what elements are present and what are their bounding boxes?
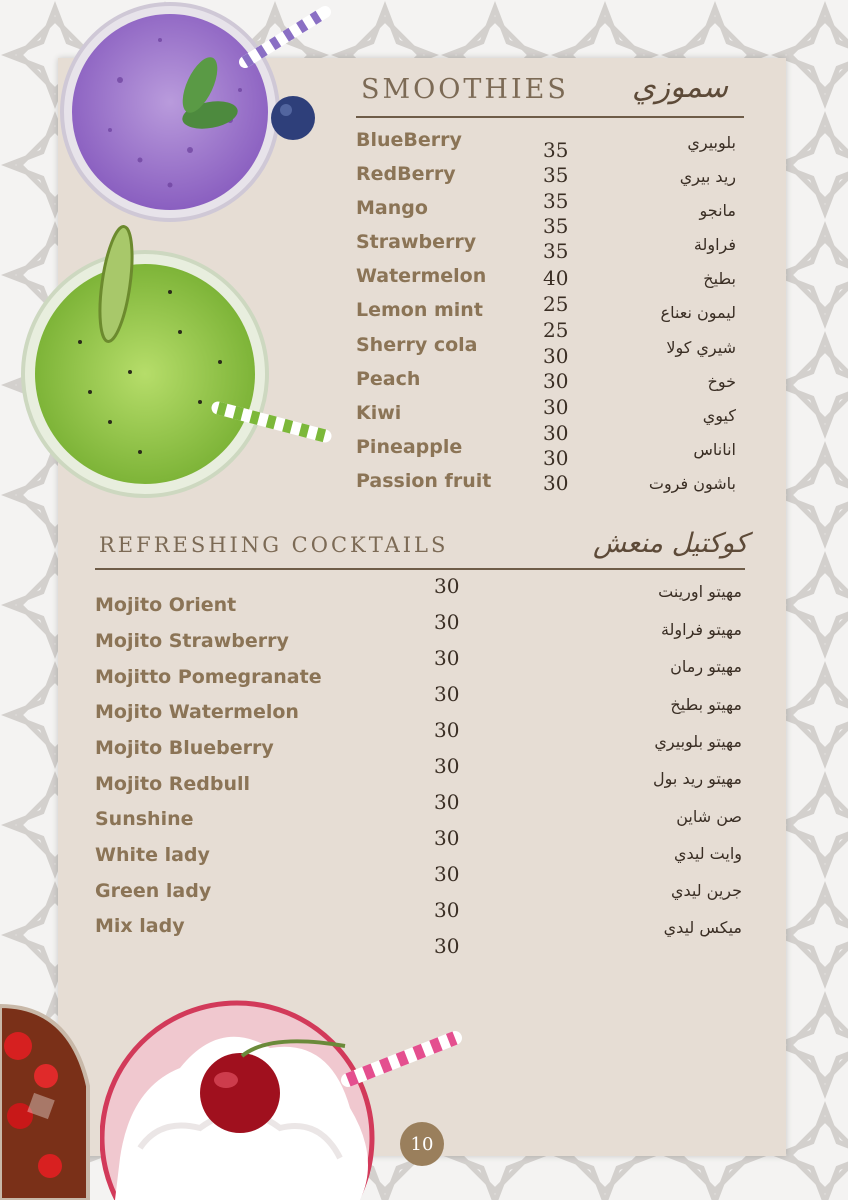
smoothie-item-name: Pineapple bbox=[356, 436, 463, 458]
smoothie-item-name: Kiwi bbox=[356, 402, 402, 424]
smoothie-price: 35 bbox=[543, 163, 569, 187]
cocktail-price: 30 bbox=[434, 754, 460, 778]
cocktail-item-name: Mix lady bbox=[95, 915, 185, 937]
smoothie-item-name-arabic: مانجو bbox=[699, 201, 736, 220]
cocktail-item-name: Mojito Orient bbox=[95, 594, 237, 616]
smoothie-item-name: Strawberry bbox=[356, 231, 477, 253]
smoothie-price: 30 bbox=[543, 344, 569, 368]
smoothies-title-arabic: سموزي bbox=[632, 70, 728, 105]
cocktail-item-name: White lady bbox=[95, 844, 210, 866]
cocktail-price: 30 bbox=[434, 682, 460, 706]
kiwi-smoothie-icon bbox=[20, 222, 340, 502]
cocktail-price: 30 bbox=[434, 898, 460, 922]
cocktail-item-name: Green lady bbox=[95, 880, 212, 902]
smoothie-item-name: Sherry cola bbox=[356, 334, 478, 356]
smoothie-item-name-arabic: بلوبيري bbox=[687, 133, 736, 152]
smoothie-item-name: Peach bbox=[356, 368, 421, 390]
smoothie-price: 30 bbox=[543, 369, 569, 393]
cocktail-item-name-arabic: مهيتو فراولة bbox=[660, 620, 742, 639]
smoothie-price: 30 bbox=[543, 471, 569, 495]
cocktail-price: 30 bbox=[434, 574, 460, 598]
smoothie-item-name-arabic: خوخ bbox=[707, 372, 736, 391]
cocktail-item-name-arabic: ميكس ليدي bbox=[663, 918, 742, 937]
smoothie-item-name-arabic: ريد بيري bbox=[679, 167, 736, 186]
smoothie-item-name: Mango bbox=[356, 197, 428, 219]
smoothie-item-name-arabic: شيري كولا bbox=[666, 338, 736, 357]
smoothie-price: 35 bbox=[543, 138, 569, 162]
smoothie-item-name: Watermelon bbox=[356, 265, 487, 287]
cocktail-item-name-arabic: مهيتو بلوبيري bbox=[654, 732, 742, 751]
smoothie-price: 35 bbox=[543, 214, 569, 238]
smoothie-item-name: BlueBerry bbox=[356, 129, 462, 151]
cocktail-item-name-arabic: مهيتو ريد بول bbox=[653, 769, 742, 788]
smoothie-item-name: RedBerry bbox=[356, 163, 456, 185]
smoothie-item-name-arabic: بطيخ bbox=[703, 269, 736, 288]
smoothie-price: 40 bbox=[543, 266, 569, 290]
smoothie-price: 25 bbox=[543, 318, 569, 342]
smoothie-price: 35 bbox=[543, 239, 569, 263]
cherry-cream-drink-icon bbox=[100, 998, 480, 1200]
cocktail-price: 30 bbox=[434, 610, 460, 634]
cocktail-price: 30 bbox=[434, 826, 460, 850]
smoothie-item-name-arabic: فراولة bbox=[693, 235, 736, 254]
cocktail-item-name: Mojito Strawberry bbox=[95, 630, 289, 652]
smoothie-item-name-arabic: اناناس bbox=[693, 440, 736, 459]
cocktails-title: REFRESHING COCKTAILS bbox=[99, 533, 449, 557]
smoothie-item-name: Passion fruit bbox=[356, 470, 492, 492]
cocktail-price: 30 bbox=[434, 790, 460, 814]
smoothie-item-name-arabic: كيوي bbox=[702, 406, 736, 425]
smoothie-price: 25 bbox=[543, 292, 569, 316]
cocktail-item-name: Mojitto Pomegranate bbox=[95, 666, 322, 688]
cocktail-item-name: Sunshine bbox=[95, 808, 194, 830]
cocktail-price: 30 bbox=[434, 862, 460, 886]
smoothie-price: 30 bbox=[543, 446, 569, 470]
smoothie-item-name-arabic: ليمون نعناع bbox=[660, 303, 736, 322]
smoothies-divider bbox=[356, 116, 744, 118]
cocktail-item-name-arabic: مهيتو رمان bbox=[670, 657, 742, 676]
smoothie-price: 30 bbox=[543, 395, 569, 419]
cocktail-item-name: Mojito Watermelon bbox=[95, 701, 299, 723]
cocktail-item-name: Mojito Redbull bbox=[95, 773, 251, 795]
cocktail-price: 30 bbox=[434, 934, 460, 958]
cocktail-price: 30 bbox=[434, 646, 460, 670]
page-number: 10 bbox=[400, 1122, 444, 1166]
cocktail-item-name-arabic: وايت ليدي bbox=[673, 844, 742, 863]
blueberry-smoothie-icon bbox=[60, 0, 340, 230]
cocktail-item-name-arabic: مهيتو اورينت bbox=[658, 582, 742, 601]
cocktails-divider bbox=[95, 568, 745, 570]
cocktail-item-name: Mojito Blueberry bbox=[95, 737, 274, 759]
cherry-cocktail-icon bbox=[0, 996, 92, 1200]
cocktail-price: 30 bbox=[434, 718, 460, 742]
smoothie-item-name: Lemon mint bbox=[356, 299, 483, 321]
cocktail-item-name-arabic: مهيتو بطيخ bbox=[670, 695, 742, 714]
cocktails-title-arabic: كوكتيل منعش bbox=[592, 528, 748, 559]
smoothie-price: 35 bbox=[543, 189, 569, 213]
cocktail-item-name-arabic: صن شاين bbox=[676, 807, 742, 826]
cocktail-item-name-arabic: جرين ليدي bbox=[670, 881, 742, 900]
smoothies-title: SMOOTHIES bbox=[361, 74, 569, 105]
smoothie-price: 30 bbox=[543, 421, 569, 445]
smoothie-item-name-arabic: باشون فروت bbox=[648, 474, 736, 493]
